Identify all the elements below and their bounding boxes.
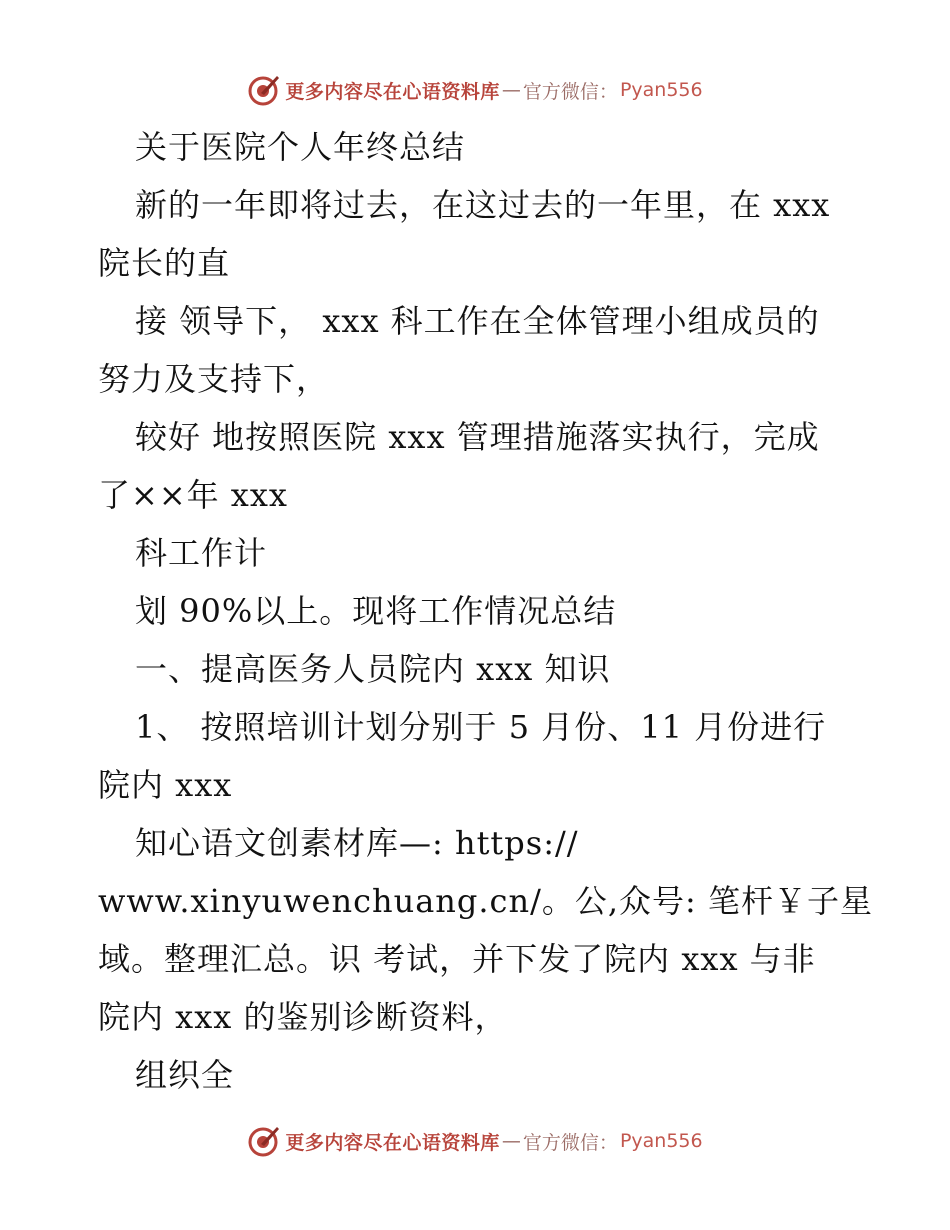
header-watermark [0,70,950,110]
watermark-official-label: 官方微信： [522,1131,618,1154]
quill-seal-icon [247,73,281,107]
paragraph-line: 科工作计 [135,534,268,572]
document-body [98,118,873,1104]
document-title: 关于医院个人年终总结 [135,128,466,166]
paragraph-line: 1、 按照培训计划分别于 5 月份、11 月份进行 [135,708,827,746]
quill-seal-icon [247,1124,281,1158]
watermark-wechat-id: Pyan556 [619,1130,703,1152]
paragraph-line: 较好 地按照医院 xxx 管理措施落实执行，完成 [135,418,820,456]
watermark-brand-text: 更多内容尽在心语资料库 [285,80,500,103]
watermark-official-label: 官方微信： [522,80,618,103]
paragraph-line: 域。整理汇总。识 考试，并下发了院内 xxx 与非 [98,940,816,978]
paragraph-line: 接 领导下， xxx 科工作在全体管理小组成员的 [135,302,820,340]
paragraph-line: 努力及支持下， [98,360,330,398]
paragraph-line: 院长的直 [98,244,231,282]
watermark-wechat-id: Pyan556 [619,79,703,101]
paragraph-line: 了××年 xxx [98,476,288,514]
paragraph-line: 新的一年即将过去，在这过去的一年里，在 xxx [135,186,831,224]
paragraph-line: 院内 xxx [98,766,233,804]
paragraph-line: www.xinyuwenchuang.cn/。公,众号: 笔杆￥子星 [98,882,873,920]
watermark-separator: — [501,79,521,101]
paragraph-line: 知心语文创素材库—: https:// [135,824,579,862]
paragraph-line: 划 90%以上。现将工作情况总结 [135,592,617,630]
watermark-brand-text: 更多内容尽在心语资料库 [285,1131,500,1154]
paragraph-line: 组织全 [135,1056,235,1094]
footer-watermark [0,1121,950,1161]
section-heading: 一、提高医务人员院内 xxx 知识 [135,650,611,688]
paragraph-line: 院内 xxx 的鉴别诊断资料， [98,998,508,1036]
watermark-separator: — [501,1130,521,1152]
